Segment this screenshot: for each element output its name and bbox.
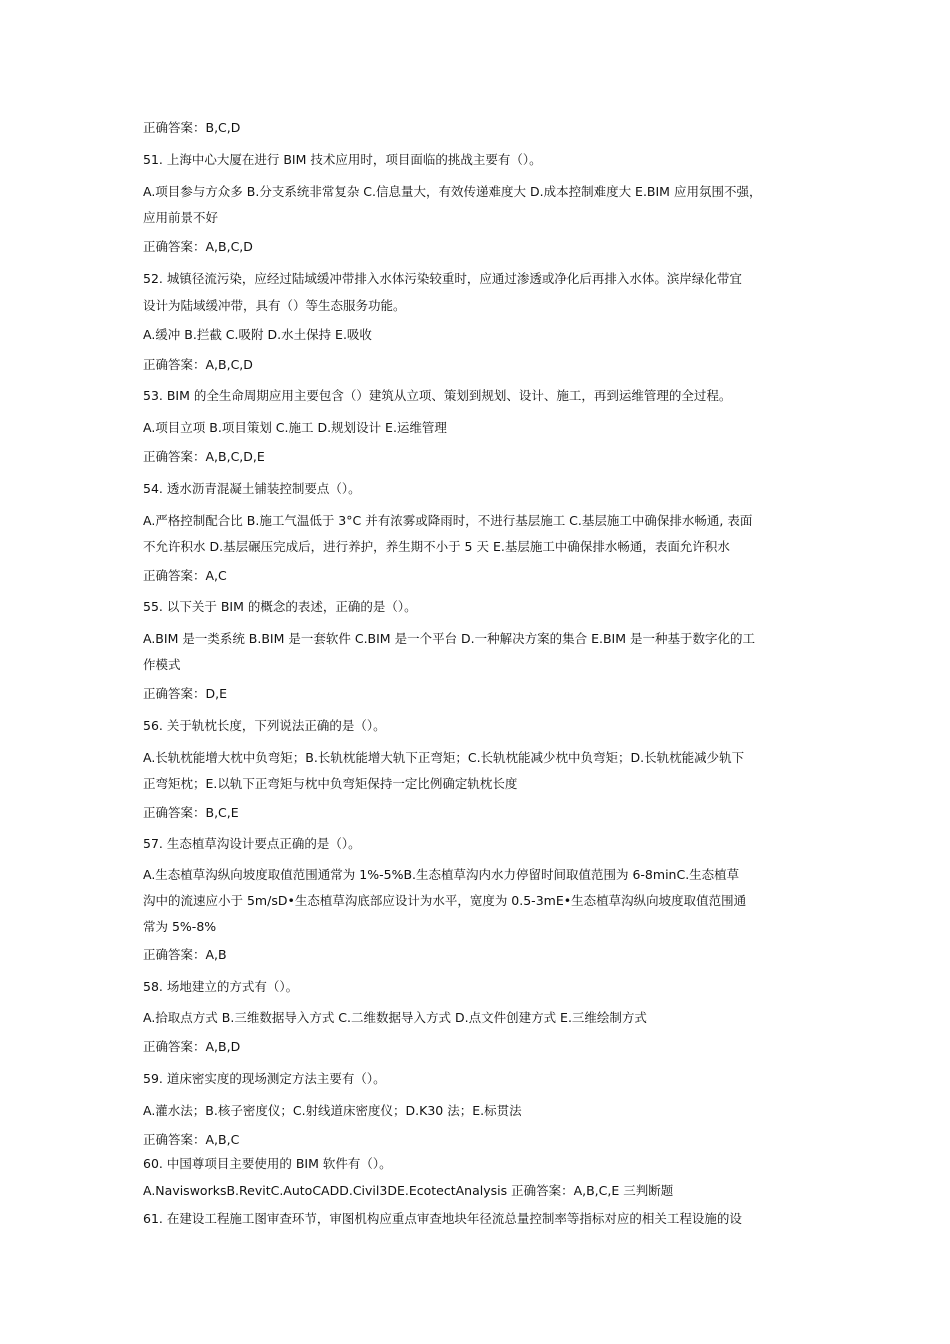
answer-line: 正确答案：D,E: [143, 686, 227, 701]
options-line: A.灌水法；B.核子密度仪；C.射线道床密度仪；D.K30 法；E.标贯法: [143, 1103, 522, 1118]
question-60: 60. 中国尊项目主要使用的 BIM 软件有（）。: [143, 1156, 392, 1171]
options-line: 正弯矩枕；E.以轨下正弯矩与枕中负弯矩保持一定比例确定轨枕长度: [143, 776, 518, 791]
answer-line: 正确答案：A,B,D: [143, 1039, 241, 1054]
answer-line: 正确答案：A,B,C,D: [143, 239, 253, 254]
options-line: 应用前景不好: [143, 210, 219, 225]
question-58: 58. 场地建立的方式有（）。: [143, 979, 299, 994]
answer-line: 正确答案：A,B: [143, 947, 227, 962]
question-51: 51. 上海中心大厦在进行 BIM 技术应用时，项目面临的挑战主要有（）。: [143, 152, 542, 167]
options-line: A.长轨枕能增大枕中负弯矩；B.长轨枕能增大轨下正弯矩；C.长轨枕能减少枕中负弯矩；D.长轨枕能减少轨下: [143, 750, 745, 765]
options-line: A.BIM 是一类系统 B.BIM 是一套软件 C.BIM 是一个平台 D.一种解决方案的集合 E.BIM 是一种基于数字化的工: [143, 631, 756, 646]
options-line: A.项目参与方众多 B.分支系统非常复杂 C.信息量大，有效传递难度大 D.成本控制难度大 E.BIM 应用氛围不强，: [143, 184, 762, 199]
options-line: A.项目立项 B.项目策划 C.施工 D.规划设计 E.运维管理: [143, 420, 447, 435]
options-line: 不允许积水 D.基层碾压完成后，进行养护，养生期不小于 5 天 E.基层施工中确保排水畅通，表面允许积水: [143, 539, 730, 554]
question-55: 55. 以下关于 BIM 的概念的表述，正确的是（）。: [143, 599, 417, 614]
options-line: 作模式: [143, 657, 181, 672]
options-line: A.缓冲 B.拦截 C.吸附 D.水土保持 E.吸收: [143, 327, 372, 342]
options-line: A.生态植草沟纵向坡度取值范围通常为 1%-5%B.生态植草沟内水力停留时间取值范围为 6-8minC.生态植草: [143, 867, 740, 882]
options-line: 常为 5%-8%: [143, 919, 217, 934]
answer-line: 正确答案：A,C: [143, 568, 227, 583]
question-54: 54. 透水沥青混凝土铺装控制要点（）。: [143, 481, 361, 496]
answer-line: 正确答案：B,C,E: [143, 805, 239, 820]
question-52-cont: 设计为陆域缓冲带，具有（）等生态服务功能。: [143, 298, 406, 313]
options-line: 沟中的流速应小于 5m/sD•生态植草沟底部应设计为水平，宽度为 0.5-3mE•生态植草沟纵向坡度取值范围通: [143, 893, 747, 908]
question-53: 53. BIM 的全生命周期应用主要包含（）建筑从立项、策划到规划、设计、施工，再到运维管理的全过程。: [143, 388, 732, 403]
answer-line: 正确答案：A,B,C,D,E: [143, 449, 265, 464]
question-57: 57. 生态植草沟设计要点正确的是（）。: [143, 836, 361, 851]
question-59: 59. 道床密实度的现场测定方法主要有（）。: [143, 1071, 386, 1086]
options-line: A.拾取点方式 B.三维数据导入方式 C.二维数据导入方式 D.点文件创建方式 E.三维绘制方式: [143, 1010, 647, 1025]
answer-line: 正确答案：A,B,C,D: [143, 357, 253, 372]
options-line: A.严格控制配合比 B.施工气温低于 3°C 并有浓雾或降雨时，不进行基层施工 C.基层施工中确保排水畅通, 表面: [143, 513, 753, 528]
answer-line: 正确答案：B,C,D: [143, 120, 241, 135]
answer-line: 正确答案：A,B,C: [143, 1132, 240, 1147]
options-answer-line: A.NavisworksB.RevitC.AutoCADD.Civil3DE.EcotectAnalysis 正确答案：A,B,C,E 三判断题: [143, 1183, 674, 1198]
question-61: 61. 在建设工程施工图审查环节，审图机构应重点审查地块年径流总量控制率等指标对应的相关工程设施的设: [143, 1211, 742, 1226]
question-56: 56. 关于轨枕长度，下列说法正确的是（）。: [143, 718, 386, 733]
question-52: 52. 城镇径流污染，应经过陆域缓冲带排入水体污染较重时，应通过渗透或净化后再排入水体。滨岸绿化带宜: [143, 271, 742, 286]
